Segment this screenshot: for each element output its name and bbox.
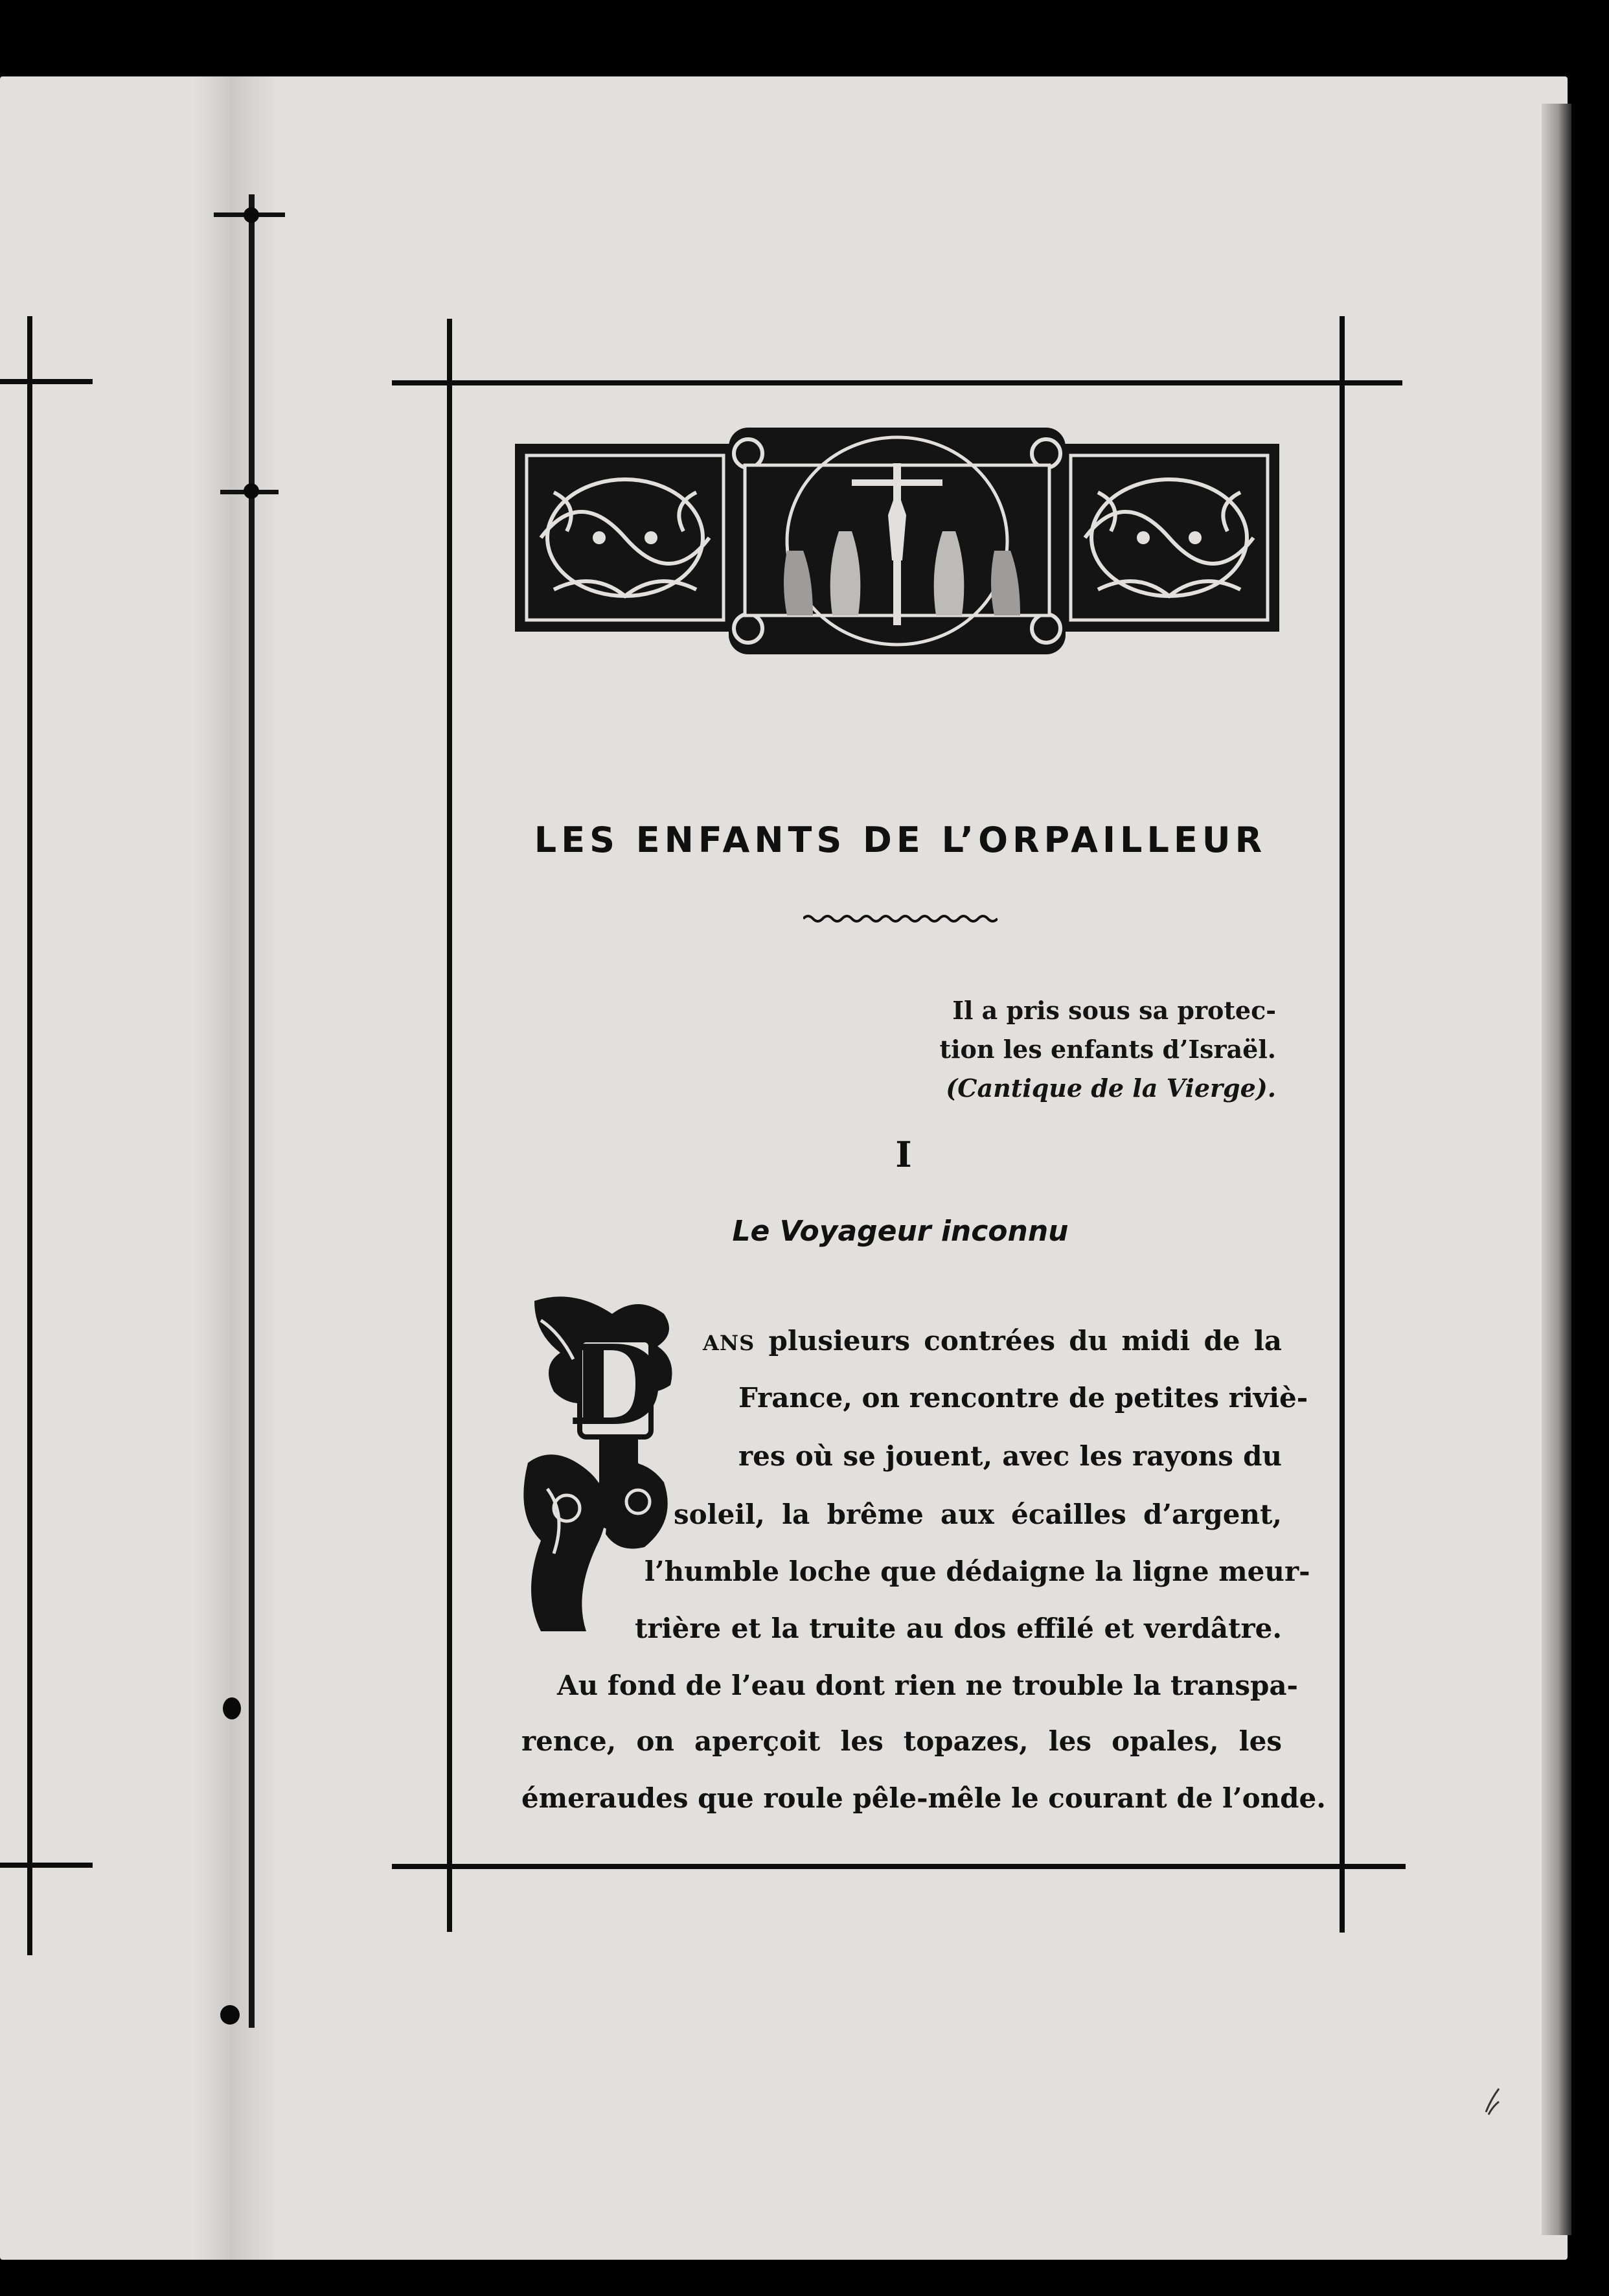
chapter-title: Le Voyageur inconnu <box>732 1215 1069 1248</box>
decorated-drop-cap <box>515 1294 722 1644</box>
title-ornament-rule <box>803 911 998 926</box>
binding-knot <box>220 2005 240 2025</box>
page-frame-top <box>392 380 1402 385</box>
left-page-frame-vertical <box>27 316 32 1955</box>
chapter-number: I <box>895 1134 912 1175</box>
body-text-line: res où se jouent, avec les rayons du <box>738 1440 1282 1472</box>
binding-knot <box>244 207 259 223</box>
ornamental-headpiece <box>515 428 1279 654</box>
first-word-remainder: ANS <box>703 1331 755 1355</box>
body-text-line: Au fond de l’eau dont rien ne trouble la transpa- <box>557 1670 1298 1701</box>
epigraph-line: Il a pris sous sa protec- <box>952 996 1276 1025</box>
binding-thread <box>249 194 255 2028</box>
body-text-line: soleil, la brême aux écailles d’argent, <box>674 1498 1282 1530</box>
page-frame-bottom <box>392 1864 1406 1869</box>
page-frame-left <box>447 319 452 1932</box>
body-text-line: trière et la truite au dos effilé et verdâtre. <box>635 1613 1282 1644</box>
page-frame-right <box>1340 316 1345 1933</box>
body-text-line: rence, on aperçoit les topazes, les opales, les <box>521 1725 1282 1757</box>
body-text-line: France, on rencontre de petites riviè- <box>738 1382 1308 1414</box>
left-page-frame-top <box>0 379 93 384</box>
body-text-line: ANS plusieurs contrées du midi de la <box>703 1325 1282 1357</box>
binding-knot <box>223 1697 241 1719</box>
epigraph-source: (Cantique de la Vierge). <box>946 1073 1276 1103</box>
binding-knot <box>244 483 259 499</box>
left-page-frame-bottom <box>0 1863 93 1868</box>
page-edge <box>1542 104 1571 2235</box>
epigraph <box>810 991 1276 1108</box>
body-text-line: émeraudes que roule pêle-mêle le courant de l’onde. <box>521 1782 1326 1814</box>
spine-shadow <box>194 76 279 2260</box>
body-text-line: l’humble loche que dédaigne la ligne meur- <box>645 1556 1310 1587</box>
drop-cap-letter: D <box>567 1321 663 1451</box>
epigraph-line: tion les enfants d’Israël. <box>939 1035 1276 1064</box>
page-title: LES ENFANTS DE L’ORPAILLEUR <box>534 820 1267 860</box>
page-blemish <box>1483 2086 1501 2117</box>
